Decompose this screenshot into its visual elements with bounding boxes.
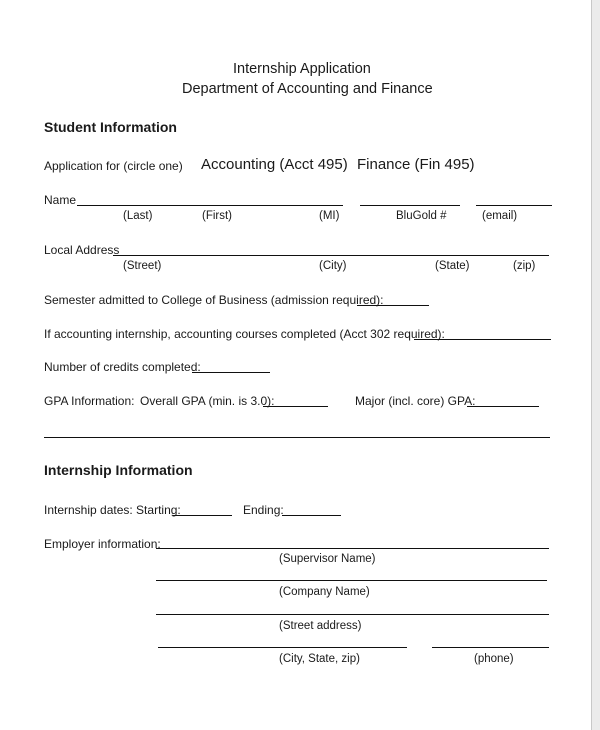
overall-gpa-label: Overall GPA (min. is 3.0): — [140, 394, 275, 408]
caption-street-address: (Street address) — [279, 620, 362, 632]
major-gpa-label: Major (incl. core) GPA: — [355, 394, 476, 408]
caption-mi: (MI) — [319, 210, 340, 222]
caption-state: (State) — [435, 260, 470, 272]
blugold-field[interactable] — [360, 205, 460, 206]
caption-zip: (zip) — [513, 260, 536, 272]
document-title: Internship Application — [233, 61, 371, 77]
semester-label: Semester admitted to College of Business (admission required): — [44, 293, 384, 307]
phone-field[interactable] — [432, 647, 549, 648]
student-info-heading: Student Information — [44, 119, 177, 135]
local-address-label: Local Address — [44, 243, 120, 257]
local-address-field[interactable] — [113, 255, 549, 256]
major-gpa-field[interactable] — [467, 406, 539, 407]
caption-blugold: BluGold # — [396, 210, 447, 222]
option-accounting[interactable]: Accounting (Acct 495) — [201, 156, 348, 173]
name-label: Name — [44, 193, 77, 207]
internship-start-label: Internship dates: Starting: — [44, 503, 181, 517]
company-field[interactable] — [156, 580, 547, 581]
section-divider-line[interactable] — [44, 437, 550, 438]
city-state-zip-field[interactable] — [158, 647, 407, 648]
caption-city-state-zip: (City, State, zip) — [279, 653, 360, 665]
caption-first: (First) — [202, 210, 233, 222]
caption-email: (email) — [482, 210, 518, 222]
courses-label: If accounting internship, accounting courses completed (Acct 302 required): — [44, 327, 445, 341]
semester-field[interactable] — [357, 305, 429, 306]
caption-company: (Company Name) — [279, 586, 370, 598]
document-subtitle: Department of Accounting and Finance — [182, 81, 433, 97]
street-address-field[interactable] — [156, 614, 549, 615]
caption-supervisor: (Supervisor Name) — [279, 553, 376, 565]
overall-gpa-field[interactable] — [263, 406, 328, 407]
credits-field[interactable] — [192, 372, 270, 373]
supervisor-field[interactable] — [156, 548, 549, 549]
employer-info-label: Employer information: — [44, 537, 161, 551]
caption-street: (Street) — [123, 260, 162, 272]
caption-city: (City) — [319, 260, 347, 272]
name-field[interactable] — [77, 205, 343, 206]
application-for-label: Application for (circle one) — [44, 159, 183, 173]
caption-last: (Last) — [123, 210, 153, 222]
email-field[interactable] — [476, 205, 552, 206]
credits-label: Number of credits completed: — [44, 360, 201, 374]
option-finance[interactable]: Finance (Fin 495) — [357, 156, 475, 173]
courses-field[interactable] — [414, 339, 551, 340]
internship-start-field[interactable] — [173, 515, 232, 516]
internship-ending-label: Ending: — [243, 503, 284, 517]
internship-ending-field[interactable] — [282, 515, 341, 516]
internship-info-heading: Internship Information — [44, 462, 193, 478]
gpa-info-label: GPA Information: — [44, 394, 135, 408]
caption-phone: (phone) — [474, 653, 514, 665]
